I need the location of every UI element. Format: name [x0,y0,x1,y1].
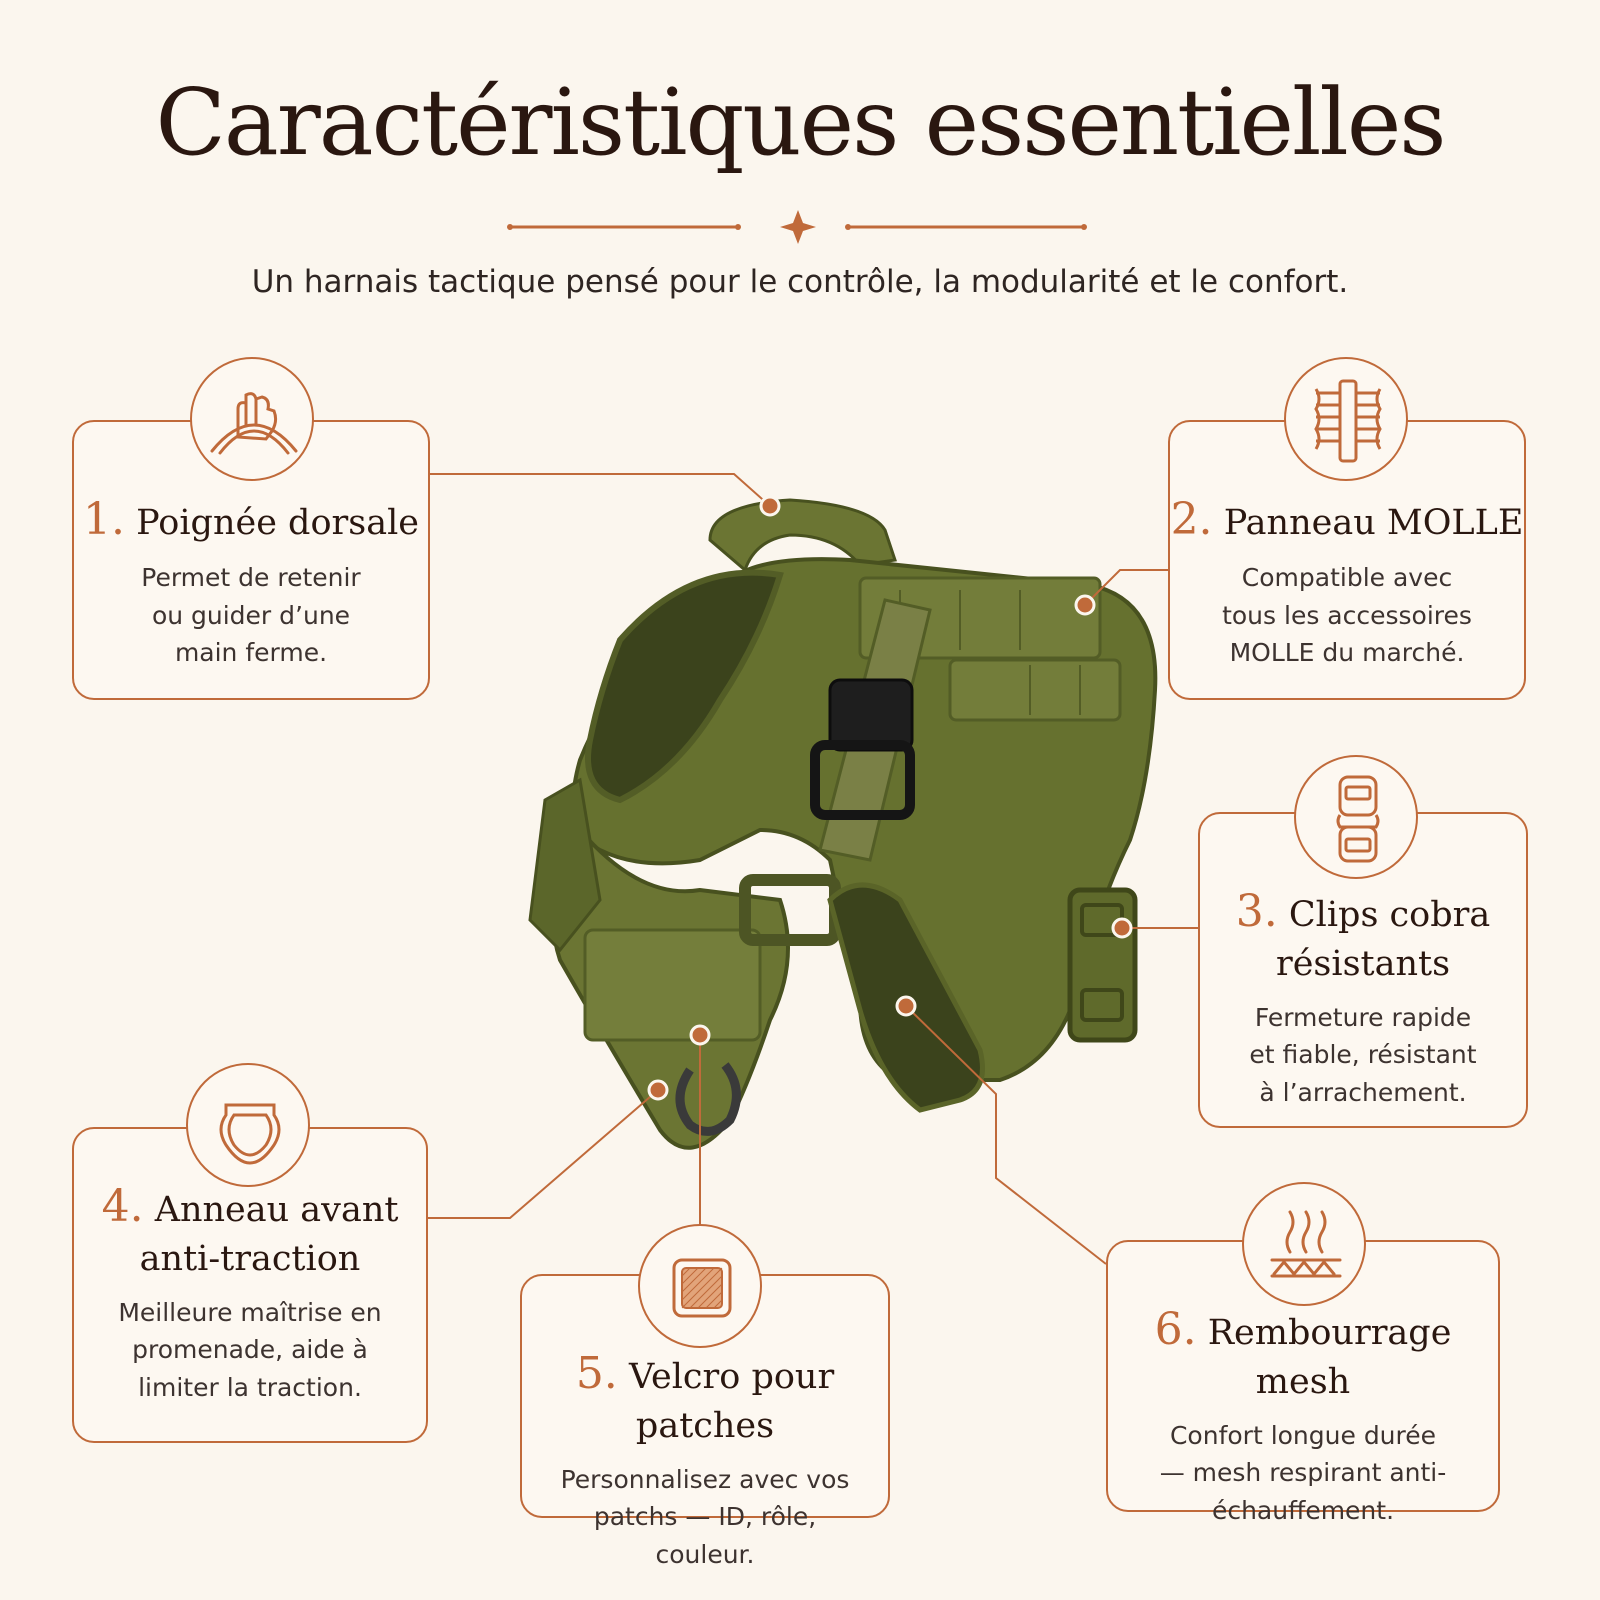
callout-dot [761,497,779,515]
feature-title: Clips cobra résistants [1275,895,1491,985]
feature-number: 6. [1154,1304,1197,1355]
feature-title: Anneau avant anti-traction [139,1190,399,1280]
callout-dot [649,1081,667,1099]
molle-panel-icon [1284,357,1408,481]
d-ring-icon [186,1063,310,1187]
feature-title: Panneau MOLLE [1223,503,1524,543]
callout-dot [897,997,915,1015]
breathable-mesh-icon [1242,1182,1366,1306]
callout-dot [1113,919,1131,937]
feature-title: Rembourrage mesh [1207,1313,1452,1403]
feature-description: Personnalisez avec vos patchs — ID, rôle, couleur. [560,1464,850,1569]
feature-title: Poignée dorsale [136,503,419,543]
feature-number: 2. [1170,494,1213,545]
feature-title: Velcro pour patches [628,1357,835,1447]
feature-description: Permet de retenir ou guider d’une main ferme. [141,563,361,668]
page-subtitle: Un harnais tactique pensé pour le contrôle, la modularité et le confort. [251,264,1349,300]
hand-grip-icon [190,357,314,481]
feature-number: 4. [101,1181,144,1232]
feature-description: Fermeture rapide et fiable, résistant à l’arrachement. [1249,1002,1477,1107]
velcro-patch-icon [638,1224,762,1348]
page-title: Caractéristiques essentielles [155,69,1445,176]
buckle-icon [1294,755,1418,879]
callout-dot [691,1026,709,1044]
callout-dot [1076,596,1094,614]
feature-number: 1. [83,494,125,545]
feature-number: 3. [1235,886,1278,937]
feature-description: Compatible avec tous les accessoires MOLLE du marché. [1222,563,1472,668]
feature-description: Meilleure maîtrise en promenade, aide à limiter la traction. [118,1297,382,1402]
feature-number: 5. [575,1348,618,1399]
feature-description: Confort longue durée — mesh respirant anti-échauffement. [1159,1420,1447,1525]
